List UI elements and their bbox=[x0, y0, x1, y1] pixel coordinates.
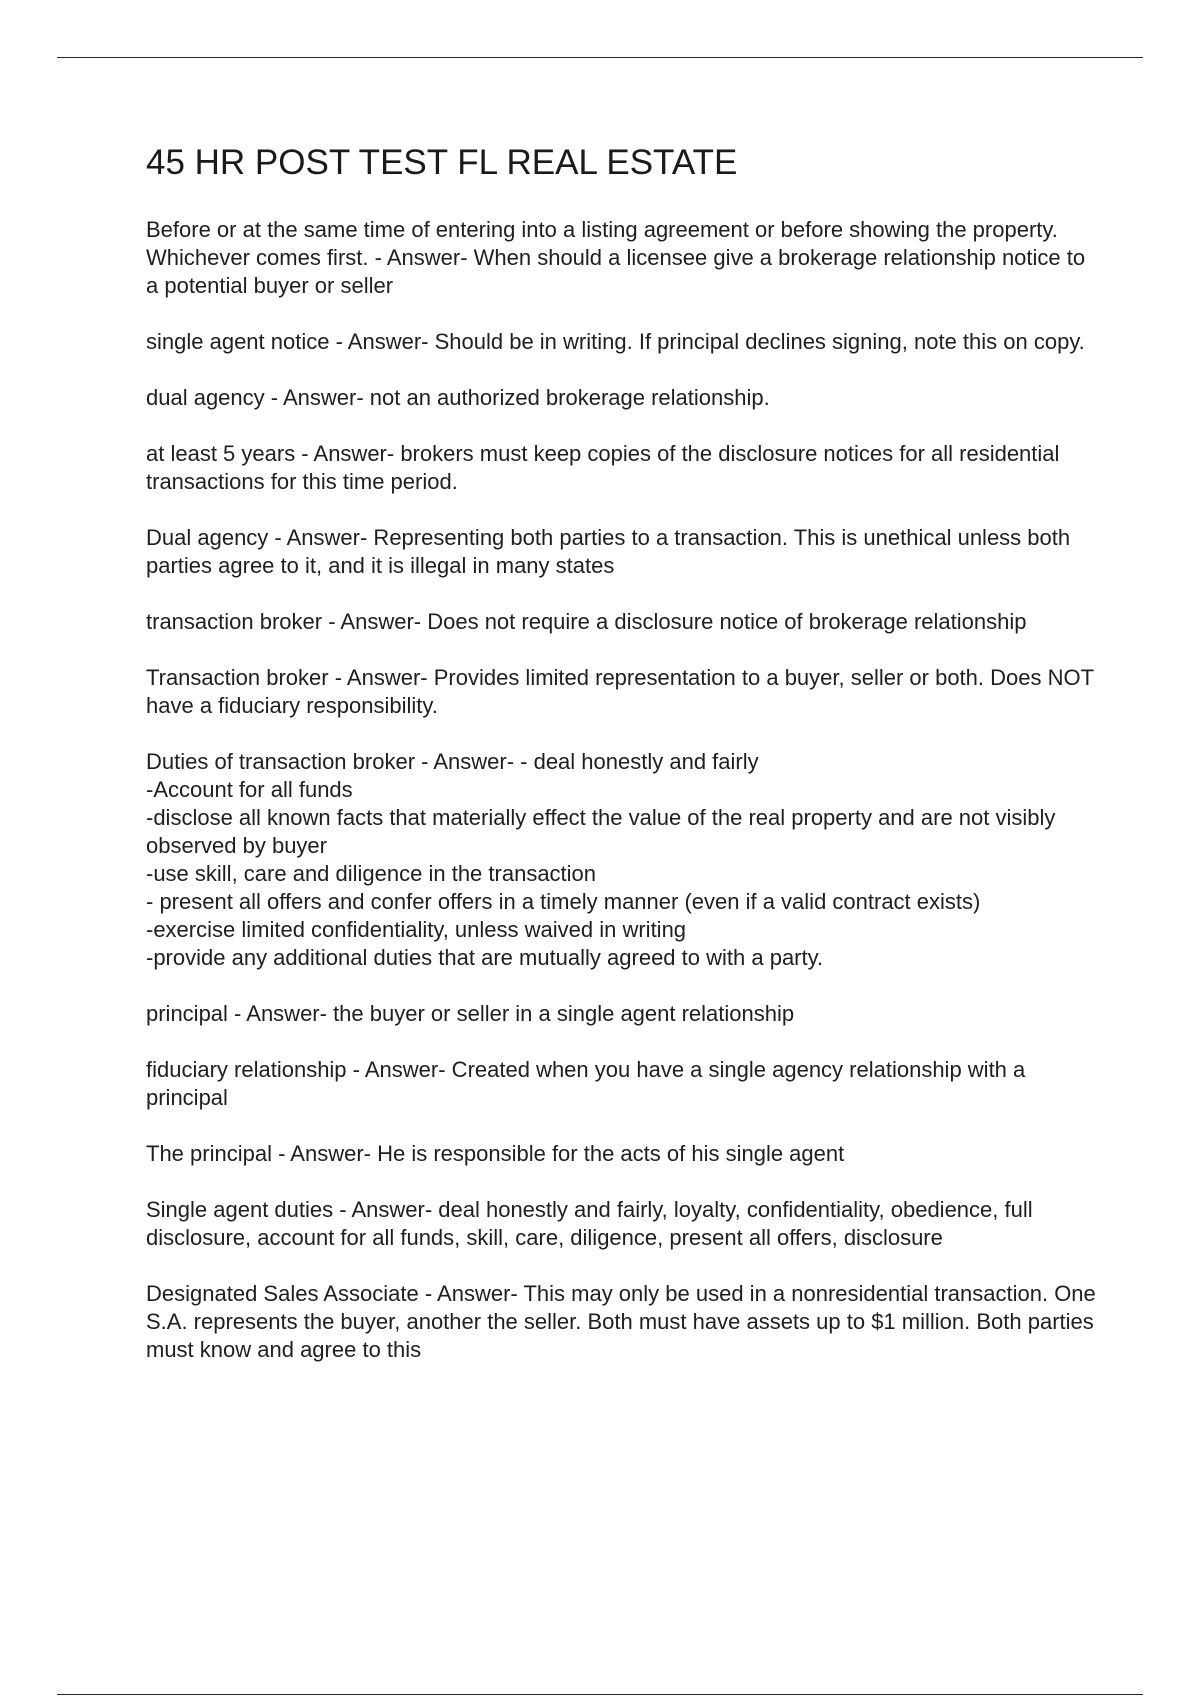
top-rule bbox=[57, 57, 1143, 58]
document-body bbox=[146, 140, 1096, 1392]
page-title: 45 HR POST TEST FL REAL ESTATE bbox=[146, 143, 738, 182]
qa-entry-12: Single agent duties - Answer- deal honestly and fairly, loyalty, confidentiality, obedience, full disclosure, account for all funds, skill, care, diligence, present all offers, disclosure bbox=[146, 1197, 1033, 1250]
qa-entry-7: Transaction broker - Answer- Provides limited representation to a buyer, seller or both. Does NOT have a fiduciary responsibility. bbox=[146, 665, 1094, 718]
qa-entry-11: The principal - Answer- He is responsible for the acts of his single agent bbox=[146, 1141, 845, 1166]
qa-entry-1: Before or at the same time of entering into a listing agreement or before showing the property. Whichever comes first. - Answer- When should a licensee give a brokerage relationship notice to a potential buyer or seller bbox=[146, 217, 1086, 298]
qa-entry-4: at least 5 years - Answer- brokers must keep copies of the disclosure notices for all residential transactions for this time period. bbox=[146, 441, 1060, 494]
qa-entry-10: fiduciary relationship - Answer- Created when you have a single agency relationship with a principal bbox=[146, 1057, 1026, 1110]
bottom-rule bbox=[57, 1694, 1143, 1695]
qa-entry-8: Duties of transaction broker - Answer- - deal honestly and fairly -Account for all funds -disclose all known facts that materially effect the value of the real property and are not visibly observed by buyer -use skill, care and diligence in the transaction - present all offers and confer offers in a timely manner (even if a valid contract exists) -exercise limited confidentiality, unless waived in writing -provide any additional duties that are mutually agreed to with a party. bbox=[146, 749, 1056, 970]
qa-entry-6: transaction broker - Answer- Does not require a disclosure notice of brokerage relationship bbox=[146, 609, 1027, 634]
qa-entry-2: single agent notice - Answer- Should be in writing. If principal declines signing, note this on copy. bbox=[146, 329, 1085, 354]
qa-entry-13: Designated Sales Associate - Answer- This may only be used in a nonresidential transaction. One S.A. represents the buyer, another the seller. Both must have assets up to $1 million. Both parties must know and agree to this bbox=[146, 1281, 1096, 1362]
qa-entry-3: dual agency - Answer- not an authorized brokerage relationship. bbox=[146, 385, 770, 410]
qa-entry-5: Dual agency - Answer- Representing both parties to a transaction. This is unethical unless both parties agree to it, and it is illegal in many states bbox=[146, 525, 1071, 578]
qa-entry-9: principal - Answer- the buyer or seller in a single agent relationship bbox=[146, 1001, 795, 1026]
